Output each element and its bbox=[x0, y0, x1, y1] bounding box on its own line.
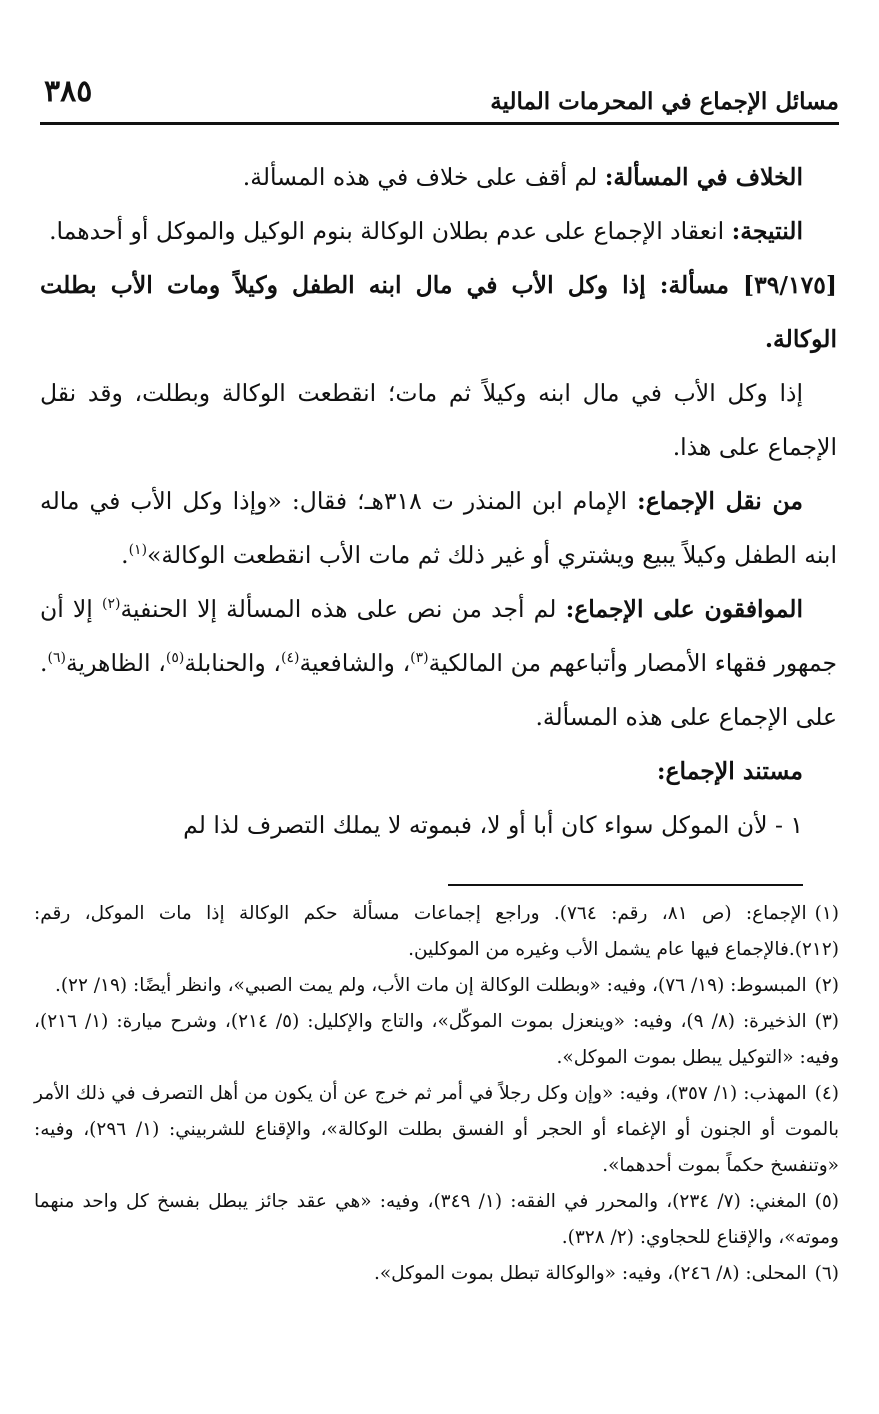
footnote bbox=[34, 1184, 839, 1256]
footnote-ref-1[interactable]: (١) bbox=[128, 542, 148, 559]
agreeing-text-5: ، الظاهرية bbox=[65, 649, 166, 677]
transmitter-label: من نقل الإجماع: bbox=[637, 487, 804, 515]
footnote bbox=[34, 1256, 839, 1292]
disagreement-text: لم أقف على خلاف في هذه المسألة. bbox=[242, 163, 605, 191]
agreeing-text-2: إلا أن جمهور فقهاء الأمصار وأتباعهم من المالكية bbox=[40, 595, 837, 677]
footnote-separator bbox=[448, 884, 803, 886]
main-text bbox=[40, 150, 837, 852]
footnote-text: المبسوط: (١٩/ ٧٦)، وفيه: «وبطلت الوكالة إن مات الأب، ولم يمت الصبي»، وانظر أيضًا: (١٩/ ٢٢). bbox=[54, 975, 807, 996]
footnote-number: (٥) bbox=[814, 1191, 839, 1212]
agreeing-text-6: . على الإجماع على هذه المسألة. bbox=[40, 649, 837, 731]
transmitter-end: . bbox=[121, 541, 129, 569]
paragraph-result bbox=[40, 204, 837, 258]
transmitter-text: الإمام ابن المنذر ت ٣١٨هـ؛ فقال: «وإذا وكل الأب في ماله ابنه الطفل وكيلاً يبيع ويشتري أو غير ذلك ثم مات الأب انقطعت الوكالة» bbox=[40, 487, 837, 569]
footnote-number: (٢) bbox=[814, 975, 839, 996]
footnote bbox=[34, 1076, 839, 1184]
agreeing-text-3: ، والشافعية bbox=[299, 649, 411, 677]
issue-heading: [٣٩/١٧٥] مسألة: إذا وكل الأب في مال ابنه الطفل وكيلاً ومات الأب بطلت الوكالة. bbox=[40, 271, 837, 353]
footnote-number: (٦) bbox=[814, 1263, 839, 1284]
footnote-ref-6[interactable]: (٦) bbox=[47, 650, 66, 667]
page-header bbox=[40, 72, 839, 130]
page-number: ٣٨٥ bbox=[44, 74, 93, 109]
paragraph-agreeing bbox=[40, 582, 837, 744]
issue-statement: إذا وكل الأب في مال ابنه وكيلاً ثم مات؛ انقطعت الوكالة وبطلت، وقد نقل الإجماع على هذا. bbox=[40, 379, 837, 461]
footnote bbox=[34, 968, 839, 1004]
paragraph-transmitter bbox=[40, 474, 837, 582]
agreeing-text-4: ، والحنابلة bbox=[184, 649, 281, 677]
footnote-number: (٤) bbox=[814, 1083, 839, 1104]
basis-heading: مستند الإجماع: bbox=[656, 757, 803, 785]
footnote bbox=[34, 896, 839, 968]
result-text: انعقاد الإجماع على عدم بطلان الوكالة بنوم الوكيل والموكل أو أحدهما. bbox=[49, 217, 732, 245]
footnote-text: الذخيرة: (٨/ ٩)، وفيه: «وينعزل بموت الموكّل»، والتاج والإكليل: (٥/ ٢١٤)، وشرح ميارة: (١/ ٢١٦)، وفيه: «التوكيل يبطل بموت الموكل». bbox=[34, 1011, 839, 1068]
footnote-number: (١) bbox=[814, 903, 840, 924]
running-title: مسائل الإجماع في المحرمات المالية bbox=[490, 88, 839, 115]
footnote-ref-4[interactable]: (٤) bbox=[280, 650, 300, 667]
agreeing-text-1: لم أجد من نص على هذه المسألة إلا الحنفية bbox=[120, 595, 566, 623]
footnote-text: المهذب: (١/ ٣٥٧)، وفيه: «وإن وكل رجلاً في أمر ثم خرج عن أن يكون من أهل التصرف في ذلك الأمر بالموت أو الجنون أو الإغماء أو الحجر أو الفسق بطلت الوكالة»، والإقناع للشربيني: (١/ ٢٩٦)، وفيه: «وتنفسخ حكماً بموت أحدهما». bbox=[34, 1083, 839, 1176]
result-label: النتيجة: bbox=[731, 217, 803, 245]
basis-point-1: ١ - لأن الموكل سواء كان أبا أو لا، فبموته لا يملك التصرف لذا لم bbox=[183, 811, 803, 839]
header-rule bbox=[40, 122, 839, 125]
footnote-ref-2[interactable]: (٢) bbox=[101, 596, 121, 613]
footnote-ref-3[interactable]: (٣) bbox=[410, 650, 429, 667]
agreeing-label: الموافقون على الإجماع: bbox=[565, 595, 803, 623]
footnote-text: المغني: (٧/ ٢٣٤)، والمحرر في الفقه: (١/ ٣٤٩)، وفيه: «هي عقد جائز يبطل بفسخ كل واحد منهما وموته»، والإقناع للحجاوي: (٢/ ٣٢٨). bbox=[34, 1191, 839, 1248]
footnote-number: (٣) bbox=[814, 1011, 839, 1032]
footnotes bbox=[34, 896, 839, 1292]
footnote bbox=[34, 1004, 839, 1076]
paragraph-disagreement bbox=[40, 150, 837, 204]
footnote-text: المحلى: (٨/ ٢٤٦)، وفيه: «والوكالة تبطل بموت الموكل». bbox=[373, 1263, 807, 1284]
footnote-text: الإجماع: (ص ٨١، رقم: ٧٦٤). وراجع إجماعات مسألة حكم الوكالة إذا مات الموكل، رقم: (٢١٢).فالإجماع فيها عام يشمل الأب وغيره من الموكلين. bbox=[34, 903, 839, 960]
disagreement-label: الخلاف في المسألة: bbox=[604, 163, 803, 191]
footnote-ref-5[interactable]: (٥) bbox=[165, 650, 185, 667]
